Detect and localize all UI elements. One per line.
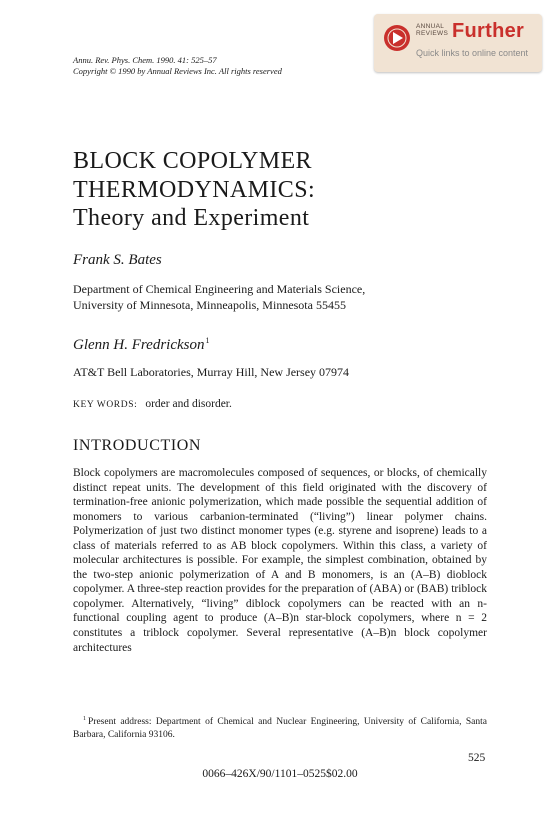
page-number: 525	[468, 752, 486, 764]
badge-annual: ANNUAL	[416, 23, 445, 30]
author-1-affiliation-line-2: University of Minnesota, Minneapolis, Minnesota 55455	[73, 298, 346, 312]
title-line-3: Theory and Experiment	[73, 205, 310, 231]
further-badge[interactable]	[374, 14, 542, 72]
footnote	[73, 713, 487, 741]
badge-further[interactable]: Further	[452, 20, 525, 42]
annual-reviews-logo-icon	[384, 25, 410, 51]
author-2-affiliation: AT&T Bell Laboratories, Murray Hill, New Jersey 07974	[73, 365, 350, 379]
journal-copyright: Copyright © 1990 by Annual Reviews Inc. All rights reserved	[73, 65, 282, 76]
author-2-footnote-mark[interactable]: 1	[205, 336, 210, 345]
introduction-paragraph: Block copolymers are macromolecules composed of sequences, or blocks, of chemically distinct repeat units. The development of this field originated with the discovery of termination-free anionic polymerization, which made possible the sequential addition of monomers to various carbanion-terminated (“living”) linear polymer chains. Polymerization of just two distinct monomer types (e.g. styrene and isoprene) leads to a class of materials referred to as AB block copolymers. Within this class, a variety of molecular architectures is possible. For example, the simplest combination, obtained by the two-step anionic polymerization of A and B monomers, is an (A–B) dioblock copolymer. A three-step reaction provides for the preparation of (ABA) or (BAB) triblock copolymer. Alternatively, “living” diblock copolymers can be reacted with an n-functional coupling agent to produce (A–B)n star-block copolymers, where n = 2 constitutes a triblock copolymer. Several representative (A–B)n block copolymer architectures	[73, 467, 487, 654]
key-words-value: order and disorder.	[145, 398, 232, 410]
section-heading-introduction: INTRODUCTION	[73, 437, 202, 454]
footnote-mark: 1	[83, 716, 86, 722]
title-line-2: THERMODYNAMICS:	[73, 176, 316, 203]
author-2	[73, 336, 210, 354]
author-1-affiliation	[73, 281, 365, 313]
journal-citation: Annu. Rev. Phys. Chem. 1990. 41: 525–57	[73, 55, 217, 65]
journal-header	[73, 55, 282, 76]
badge-quick-links[interactable]: Quick links to online content	[416, 48, 529, 58]
author-2-name: Glenn H. Fredrickson	[73, 337, 205, 353]
article-title	[73, 147, 315, 233]
badge-reviews: REVIEWS	[416, 30, 449, 37]
author-1-affiliation-line-1: Department of Chemical Engineering and Materials Science,	[73, 282, 366, 296]
annual-reviews-wordmark	[416, 23, 448, 37]
key-words-label: KEY WORDS:	[73, 400, 138, 410]
footnote-text: Present address: Department of Chemical and Nuclear Engineering, University of California, Santa Barbara, California 93106.	[73, 717, 487, 740]
key-words	[73, 398, 232, 410]
author-1-name: Frank S. Bates	[73, 252, 162, 268]
article-code: 0066–426X/90/1101–0525$02.00	[202, 768, 358, 780]
title-line-1: BLOCK COPOLYMER	[73, 148, 312, 174]
